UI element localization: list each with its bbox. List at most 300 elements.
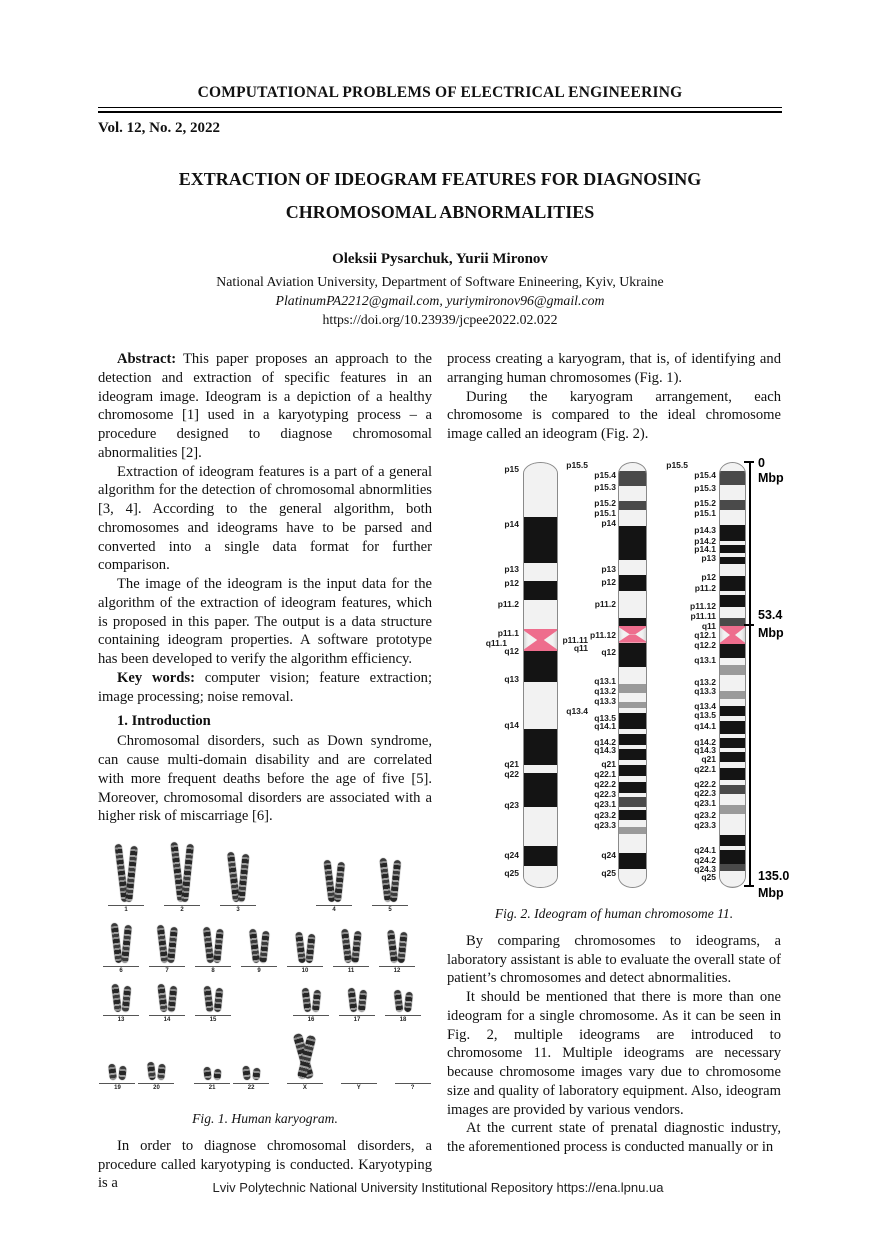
band-label: q23.1 <box>594 799 616 810</box>
ideogram-band <box>524 765 557 773</box>
ideogram-band <box>619 749 646 760</box>
chromosome-number-label: 7 <box>149 966 185 975</box>
band-label: q22.3 <box>694 787 716 798</box>
chromosome-blob <box>305 934 315 964</box>
band-label: q22.2 <box>694 779 716 790</box>
ideogram-band <box>619 713 646 729</box>
band-label: q13.4 <box>694 701 716 712</box>
chromosome-number-label: 11 <box>333 966 369 975</box>
band-label: p12 <box>701 572 716 583</box>
scale-unit: Mbp <box>758 470 784 485</box>
karyogram-row <box>98 984 432 1024</box>
ideogram-band <box>619 501 646 511</box>
chromosome-blob <box>111 984 121 1013</box>
figure2-caption: Fig. 2. Ideogram of human chromosome 11. <box>494 905 734 921</box>
karyogram-row <box>98 842 432 914</box>
ideogram-band <box>619 782 646 793</box>
chromosome-number-label: 15 <box>195 1015 231 1024</box>
band-label: q21 <box>504 758 519 769</box>
chromosome-pair-20 <box>137 1062 176 1092</box>
abstract-paragraph <box>98 350 432 463</box>
ideogram-band <box>619 591 646 618</box>
band-label: q14.3 <box>594 745 616 756</box>
ideogram-band <box>524 773 557 807</box>
band-label: q14.2 <box>594 736 616 747</box>
band-label: q11.1 <box>485 638 507 649</box>
band-label: q13.3 <box>594 695 616 706</box>
chromosome-blob <box>347 988 357 1013</box>
abstract-text: This paper proposes an approach to the detection and extraction of specific features in an ideogram image. Ideogram is a depiction of a healthy chromosome [1] used in a karyotyping process – a procedure designed to diagnose chromosomal abnormalities [2]. <box>98 351 432 461</box>
paragraph: In order to diagnose chromosomal disorders, a procedure called karyotyping is conducted. Karyotyping is a <box>98 1137 432 1192</box>
band-label: p15.3 <box>594 482 616 493</box>
band-label: p13 <box>601 563 616 574</box>
chromosome-blob <box>248 929 259 964</box>
chromosome-blob <box>393 990 403 1013</box>
band-label: q13.4 <box>566 706 588 717</box>
chromosome-blob <box>397 932 407 964</box>
ideogram-band <box>524 600 557 629</box>
band-label: q13.1 <box>694 655 716 666</box>
chromosome-number-label: ? <box>395 1083 431 1092</box>
ideogram-band <box>524 629 557 640</box>
band-label: q22.1 <box>694 763 716 774</box>
chromosome-blob <box>147 1061 156 1080</box>
chromosome-blobs <box>243 1066 260 1080</box>
ideogram-band <box>720 864 745 872</box>
chromosome-pair-3 <box>210 852 266 914</box>
ideogram-band <box>524 682 557 729</box>
paragraph: Chromosomal disorders, such as Down syndrome, can cause multi-domain disability and are correlated with more frequent deaths before the age of five [5]. Moreover, chromosomal disorders are associated with a higher risk of miscarriage [6]. <box>98 733 432 825</box>
chromosome-pair-12 <box>374 930 420 975</box>
chromosome-pair-14 <box>144 984 190 1024</box>
chromosome-pair-8 <box>190 927 236 975</box>
ideogram-band <box>720 564 745 576</box>
ideogram-band <box>720 850 745 859</box>
band-label: p11.11 <box>562 634 588 645</box>
chromosome-blobs <box>303 988 320 1012</box>
band-label: q13.3 <box>694 685 716 696</box>
paragraph: During the karyogram arrangement, each chromosome is compared to the ideal chromosome image called an ideogram (Fig. 2). <box>447 388 781 443</box>
chromosome-blobs <box>118 844 135 902</box>
chromosome-pair-18 <box>380 990 426 1024</box>
chromosome-blob <box>379 858 391 903</box>
chromosome-number-label: Y <box>341 1083 377 1092</box>
chromosome-blobs <box>382 858 399 902</box>
chromosome-blobs <box>343 929 360 963</box>
band-label: q25 <box>601 868 616 879</box>
chromosome-pair-X <box>285 1034 324 1092</box>
ideogram-bar-2 <box>618 462 647 888</box>
chromosome-blobs <box>349 988 366 1012</box>
article-doi: https://doi.org/10.23939/jcpee2022.02.022 <box>322 312 558 328</box>
ideogram-band <box>619 471 646 486</box>
band-label: p11.1 <box>497 628 519 639</box>
chromosome-pair-10 <box>282 932 328 975</box>
scale-value: 0 <box>758 455 765 470</box>
chromosome-blob <box>121 986 131 1013</box>
chromosome-pair-Y <box>339 1083 378 1092</box>
ideogram-band <box>720 485 745 499</box>
volume-issue: Vol. 12, No. 2, 2022 <box>98 119 220 136</box>
ideogram-band <box>720 500 745 510</box>
band-label: p14 <box>601 517 616 528</box>
band-label: p11.2 <box>497 599 519 610</box>
karyogram-figure <box>98 840 432 1103</box>
chromosome-number-label: 21 <box>194 1083 230 1092</box>
chromosome-pair-22 <box>232 1066 271 1092</box>
keywords-paragraph <box>98 669 432 707</box>
band-label: q23.2 <box>594 810 616 821</box>
band-label: q24 <box>601 850 616 861</box>
scale-unit: Mbp <box>758 885 784 900</box>
ideogram-band <box>619 560 646 575</box>
ideogram-band <box>619 827 646 835</box>
ideogram-band <box>524 651 557 682</box>
band-label: q24.1 <box>694 845 716 856</box>
chromosome-blob <box>357 990 366 1013</box>
chromosome-blob <box>301 988 311 1013</box>
chromosome-pair-1 <box>98 844 154 914</box>
chromosome-number-label: 2 <box>164 905 200 914</box>
chromosome-blob <box>157 984 167 1013</box>
chromosome-blobs <box>297 932 314 963</box>
band-label: p14.2 <box>694 535 716 546</box>
band-label: p15.2 <box>694 497 716 508</box>
chromosome-number-label: X <box>287 1083 323 1092</box>
two-column-body <box>98 350 790 1193</box>
scale-tick <box>744 624 754 626</box>
chromosome-number-label: 3 <box>220 905 256 914</box>
scale-tick <box>744 885 754 887</box>
chromosome-blob <box>121 925 132 964</box>
chromosome-number-label: 14 <box>149 1015 185 1024</box>
header-rule <box>98 107 782 113</box>
ideogram-band <box>524 807 557 846</box>
ideogram-band <box>619 626 646 634</box>
chromosome-blob <box>340 929 351 964</box>
chromosome-pair-11 <box>328 929 374 975</box>
paragraph: Extraction of ideogram features is a part of a general algorithm for the detection of chromosomal abnormlities [3, 4]. According to the general algorithm, both chromosomes and ideograms have to be parsed and converted into a single data format for further comparison. <box>98 463 432 574</box>
ideogram-band <box>720 658 745 665</box>
band-label: p15.5 <box>666 460 688 471</box>
ideogram-band <box>720 545 745 553</box>
ideogram-band <box>720 871 745 886</box>
band-label: q24 <box>504 850 519 861</box>
ideogram-band <box>720 665 745 675</box>
ideogram-band <box>619 526 646 559</box>
right-column <box>447 350 790 1193</box>
scale-unit: Mbp <box>758 626 784 641</box>
paragraph: By comparing chromosomes to ideograms, a laboratory assistant is able to evaluate the overall state of patient’s chromosomes and detect abnormalities. <box>447 932 781 987</box>
chromosome-number-label: 16 <box>293 1015 329 1024</box>
ideogram-band <box>619 486 646 500</box>
chromosome-number-label: 17 <box>339 1015 375 1024</box>
band-label: p11.2 <box>594 599 616 610</box>
ideogram-band <box>720 706 745 716</box>
ideogram-band <box>720 805 745 814</box>
ideogram-band <box>720 510 745 525</box>
chromosome-blob <box>125 846 138 902</box>
ideogram-band <box>720 471 745 485</box>
chromosome-number-label: 20 <box>138 1083 174 1092</box>
ideogram-band <box>720 635 745 644</box>
band-label: q24.2 <box>694 855 716 866</box>
ideogram-band <box>720 794 745 805</box>
ideogram-band <box>619 853 646 869</box>
chromosome-blobs <box>326 860 343 902</box>
scale-tick <box>744 461 754 463</box>
band-label: p12 <box>504 578 519 589</box>
article-authors: Oleksii Pysarchuk, Yurii Mironov <box>332 251 548 268</box>
chromosome-blobs <box>159 925 176 963</box>
repository-footer: Lviv Polytechnic National University Institutional Repository https://ena.lpnu.ua <box>212 1180 664 1195</box>
ideogram-band <box>524 846 557 866</box>
band-label: q23.1 <box>694 797 716 808</box>
ideogram-band <box>619 797 646 806</box>
band-label: q14.1 <box>594 721 616 732</box>
chromosome-blob <box>242 1065 251 1080</box>
ideogram-band <box>619 643 646 667</box>
chromosome-pair-13 <box>98 984 144 1024</box>
band-label: p11.12 <box>690 601 716 611</box>
figure1-caption: Fig. 1. Human karyogram. <box>192 1110 338 1126</box>
chromosome-blobs <box>174 842 191 902</box>
band-label: p15.2 <box>594 497 616 508</box>
section-heading-introduction: 1. Introduction <box>117 713 211 730</box>
band-label: p11.2 <box>694 583 716 594</box>
ideogram-band <box>720 768 745 781</box>
band-label: q13.2 <box>694 677 716 688</box>
chromosome-pair-19 <box>98 1064 137 1092</box>
chromosome-blob <box>180 844 193 902</box>
chromosome-blobs <box>230 852 247 902</box>
page-content <box>98 84 790 1193</box>
karyogram-row <box>98 923 432 975</box>
ideogram-band <box>720 721 745 734</box>
ideogram-band <box>619 734 646 745</box>
band-label: q12.2 <box>694 640 716 650</box>
ideogram-band <box>720 691 745 699</box>
keywords-label: Key words: <box>117 669 195 686</box>
band-label: q14.2 <box>694 736 716 747</box>
band-label: p15.1 <box>594 507 616 518</box>
ideogram-band <box>619 618 646 626</box>
chromosome-number-label: 4 <box>316 905 352 914</box>
ideogram-band <box>524 463 557 517</box>
ideogram-band <box>524 563 557 581</box>
ideogram-band <box>720 675 745 691</box>
chromosome-number-label: 10 <box>287 966 323 975</box>
chromosome-number-label: 6 <box>103 966 139 975</box>
chromosome-pair-16 <box>288 988 334 1024</box>
ideogram-band <box>619 634 646 642</box>
band-label: p12 <box>601 577 616 588</box>
chromosome-blob <box>167 986 177 1013</box>
chromosome-blob <box>203 986 213 1013</box>
band-label: q13.5 <box>594 712 616 723</box>
band-label: q23 <box>504 800 519 811</box>
chromosome-blob <box>295 932 306 964</box>
chromosome-pair-4 <box>306 860 362 914</box>
chromosome-blob <box>213 929 224 964</box>
band-label: q14 <box>504 719 519 730</box>
band-label: p15 <box>504 463 519 474</box>
band-label: p11.11 <box>690 611 716 622</box>
article-emails: PlatinumPA2212@gmail.com, yuriymironov96@gmail.com <box>275 293 605 309</box>
band-label: q12.1 <box>694 629 716 640</box>
chromosome-pair-15 <box>190 986 236 1024</box>
chromosome-blobs <box>296 1034 314 1080</box>
chromosome-number-label: 9 <box>241 966 277 975</box>
chromosome-blobs <box>109 1064 126 1080</box>
chromosome-pair-9 <box>236 929 282 975</box>
ideogram-band <box>619 575 646 592</box>
band-label: p14 <box>504 518 519 529</box>
chromosome-number-label: 8 <box>195 966 231 975</box>
paragraph: It should be mentioned that there is more than one ideogram for a single chromosome. As it can be seen in Fig. 2, multiple ideograms are introduced to chromosome 11. Multiple ideograms are necessary because chromosome images vary due to chromosome size and quality of laboratory equipment. Also, ideogram images are provided by various vendors. <box>447 989 781 1118</box>
band-label: p13 <box>504 563 519 574</box>
band-label: q11 <box>701 620 716 631</box>
chromosome-blobs <box>205 927 222 963</box>
ideogram-band <box>524 517 557 563</box>
ideogram-band <box>619 810 646 820</box>
ideogram-band <box>720 814 745 835</box>
band-label: q23.2 <box>694 810 716 821</box>
band-label: q14.3 <box>694 745 716 756</box>
ideogram-bar-3 <box>719 462 746 888</box>
ideogram-band <box>524 729 557 765</box>
ideogram-band <box>619 667 646 684</box>
ideogram-band <box>619 510 646 526</box>
ideogram-band <box>720 463 745 471</box>
chromosome-blob <box>252 1067 260 1080</box>
chromosome-blob <box>389 860 400 903</box>
chromosome-blob <box>118 1065 126 1080</box>
chromosome-pair-17 <box>334 988 380 1024</box>
ideogram-band <box>619 693 646 703</box>
ideogram-band <box>619 765 646 776</box>
chromosome-number-label: 12 <box>379 966 415 975</box>
band-label: p15.3 <box>694 483 716 494</box>
chromosome-blobs <box>113 984 130 1012</box>
chromosome-blobs <box>395 990 412 1012</box>
keywords-text: computer vision; feature extraction; image processing; noise removal. <box>98 669 433 705</box>
chromosome-pair-5 <box>362 858 418 914</box>
band-label: p15.1 <box>694 507 716 518</box>
ideogram-band <box>720 835 745 846</box>
chromosome-blob <box>157 1063 166 1080</box>
chromosome-pair-7 <box>144 925 190 975</box>
chromosome-blob <box>108 1063 117 1080</box>
band-label: q23.3 <box>694 819 716 830</box>
article-affiliation: National Aviation University, Department of Software Enineering, Kyiv, Ukraine <box>216 274 664 290</box>
band-label: q22.2 <box>594 779 616 790</box>
band-label: p15.5 <box>566 460 588 471</box>
ideogram-band <box>720 576 745 591</box>
chromosome-blob <box>213 988 222 1013</box>
chromosome-blob <box>323 860 335 903</box>
chromosome-number-label: 1 <box>108 905 144 914</box>
chromosome-pair-6 <box>98 923 144 975</box>
ideogram-band <box>619 834 646 853</box>
chromosome-pair-21 <box>193 1067 232 1092</box>
ideogram-band <box>720 738 745 748</box>
band-label: q21 <box>601 758 616 769</box>
chromosome-blob <box>333 862 344 903</box>
journal-header: COMPUTATIONAL PROBLEMS OF ELECTRICAL ENGINEERING <box>197 84 683 101</box>
chromosome-blob <box>237 854 249 902</box>
chromosome-blob <box>311 990 320 1013</box>
ideogram-band <box>720 557 745 564</box>
band-label: q22.3 <box>594 789 616 800</box>
band-label: q21 <box>701 753 716 764</box>
band-label: q25 <box>701 871 716 882</box>
ideogram-band <box>720 699 745 706</box>
chromosome-number-label: 13 <box>103 1015 139 1024</box>
band-label: p15.4 <box>594 470 616 481</box>
band-label: p14.3 <box>694 524 716 535</box>
band-label: q13 <box>504 673 519 684</box>
chromosome-blobs <box>251 929 268 963</box>
band-label: q13.5 <box>694 709 716 720</box>
ideogram-band <box>720 644 745 658</box>
band-label: p14.1 <box>694 544 716 555</box>
ideogram-band <box>619 684 646 692</box>
chromosome-blob <box>351 931 361 964</box>
band-label: p11.12 <box>590 629 616 640</box>
ideogram-figure <box>445 454 795 898</box>
chromosome-blob <box>110 923 122 964</box>
paragraph: At the current state of prenatal diagnostic industry, the aforementioned process is conducted manually or in <box>447 1120 781 1156</box>
paragraph: process creating a karyogram, that is, of identifying and arranging human chromosomes (Fig. 1). <box>447 351 781 386</box>
band-label: q14.1 <box>694 721 716 732</box>
chromosome-blobs <box>204 1067 221 1080</box>
chromosome-blobs <box>148 1062 165 1080</box>
chromosome-number-label: 18 <box>385 1015 421 1024</box>
chromosome-number-label: 19 <box>99 1083 135 1092</box>
chromosome-blob <box>202 927 213 964</box>
ideogram-band <box>720 626 745 635</box>
ideogram-band <box>524 866 557 887</box>
chromosome-pair-2 <box>154 842 210 914</box>
karyogram-row <box>98 1034 432 1092</box>
chromosome-blob <box>156 925 168 964</box>
band-label: q13.2 <box>594 685 616 696</box>
ideogram-band <box>720 525 745 541</box>
abstract-label: Abstract: <box>117 351 177 368</box>
band-label: q12 <box>504 645 519 656</box>
scale-value: 53.4 <box>758 608 783 623</box>
band-label: p15.4 <box>694 470 716 481</box>
chromosome-blobs <box>113 923 130 963</box>
ideogram-band <box>524 581 557 601</box>
chromosome-blob <box>203 1066 212 1080</box>
ideogram-band <box>720 595 745 608</box>
ideogram-band <box>619 463 646 471</box>
chromosome-blobs <box>205 986 222 1012</box>
chromosome-blob <box>403 992 412 1013</box>
band-label: q23.3 <box>594 819 616 830</box>
ideogram-band <box>720 607 745 618</box>
chromosome-number-label: 5 <box>372 905 408 914</box>
ideogram-band <box>619 869 646 886</box>
chromosome-blob <box>259 931 269 964</box>
left-column <box>98 350 432 1193</box>
ideogram-band <box>720 618 745 626</box>
chromosome-pair-? <box>393 1083 432 1092</box>
band-label: q24.3 <box>694 863 716 874</box>
band-label: q25 <box>504 868 519 879</box>
